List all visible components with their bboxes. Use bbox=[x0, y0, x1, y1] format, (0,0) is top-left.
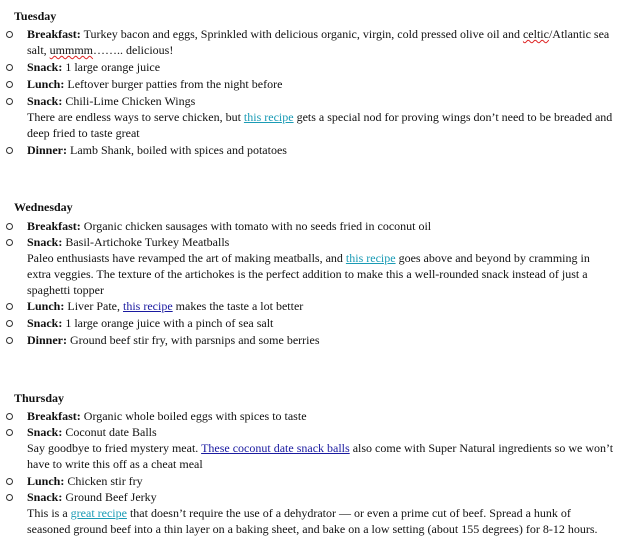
list-item-tuesday-dinner bbox=[6, 142, 616, 158]
list-item-thursday-snack-2 bbox=[6, 489, 616, 537]
meal-label: Snack: bbox=[27, 490, 63, 504]
list-item-tuesday-snack bbox=[6, 59, 616, 75]
hollow-bullet-icon bbox=[6, 494, 13, 501]
recipe-link[interactable]: this recipe bbox=[345, 251, 396, 265]
meal-label: Lunch: bbox=[27, 474, 65, 488]
item-text bbox=[27, 59, 616, 75]
recipe-link[interactable]: this recipe bbox=[123, 299, 173, 313]
meal-text: Chicken stir fry bbox=[64, 474, 143, 488]
meal-text: Organic whole boiled eggs with spices to taste bbox=[80, 409, 307, 423]
meal-text: Basil-Artichoke Turkey Meatballs bbox=[62, 235, 230, 249]
misspelled-word[interactable]: celtic bbox=[522, 27, 549, 41]
description-text: Paleo enthusiasts have revamped the art of making meatballs, and bbox=[27, 251, 346, 265]
meal-text: 1 large orange juice with a pinch of sea salt bbox=[62, 316, 274, 330]
meal-label: Lunch: bbox=[27, 299, 65, 313]
list-item-thursday-snack bbox=[6, 424, 616, 472]
meal-text: Turkey bacon and eggs, Sprinkled with delicious organic, virgin, cold pressed olive oil and bbox=[80, 27, 523, 41]
hollow-bullet-icon bbox=[6, 81, 13, 88]
meal-label: Snack: bbox=[27, 235, 63, 249]
meal-label: Breakfast: bbox=[27, 27, 81, 41]
meal-text: /Atlantic sea salt, bbox=[27, 27, 610, 57]
meal-text: Coconut date Balls bbox=[62, 425, 157, 439]
item-text bbox=[27, 26, 616, 58]
item-text bbox=[27, 93, 616, 141]
list-item-tuesday-snack-2 bbox=[6, 93, 616, 141]
list-item-tuesday-lunch bbox=[6, 76, 616, 92]
meal-text: Ground beef stir fry, with parsnips and some berries bbox=[67, 333, 320, 347]
list-item-thursday-breakfast bbox=[6, 408, 616, 424]
meal-text: Liver Pate, bbox=[64, 299, 124, 313]
item-text bbox=[27, 315, 616, 331]
meal-text: Ground Beef Jerky bbox=[62, 490, 157, 504]
list-item-thursday-lunch bbox=[6, 473, 616, 489]
item-text bbox=[27, 424, 616, 472]
item-text bbox=[27, 76, 616, 92]
hollow-bullet-icon bbox=[6, 31, 13, 38]
description-text: There are endless ways to serve chicken, but bbox=[27, 110, 244, 124]
item-text bbox=[27, 298, 616, 314]
recipe-link[interactable]: great recipe bbox=[70, 506, 127, 520]
item-text bbox=[27, 473, 616, 489]
recipe-description bbox=[27, 505, 616, 537]
recipe-link[interactable]: These coconut date snack balls bbox=[201, 441, 350, 455]
meal-label: Snack: bbox=[27, 60, 63, 74]
description-text: goes above and beyond by cramming in extra veggies. The texture of the artichokes is the perfect addition to make this a well-rounded snack instead of just a spaghetti topper bbox=[27, 251, 590, 297]
list-item-tuesday-breakfast bbox=[6, 26, 616, 58]
meal-text: …….. delicious! bbox=[93, 43, 174, 57]
description-text: This is a bbox=[27, 506, 71, 520]
meal-label: Breakfast: bbox=[27, 409, 81, 423]
meal-text: Lamb Shank, boiled with spices and potatoes bbox=[67, 143, 287, 157]
item-text bbox=[27, 218, 616, 234]
meal-text: Leftover burger patties from the night before bbox=[64, 77, 283, 91]
hollow-bullet-icon bbox=[6, 98, 13, 105]
hollow-bullet-icon bbox=[6, 337, 13, 344]
description-text: gets a special nod for proving wings don’t need to be breaded and deep fried to taste great bbox=[27, 110, 613, 140]
item-text bbox=[27, 142, 616, 158]
list-item-wednesday-snack bbox=[6, 234, 616, 298]
meal-label: Snack: bbox=[27, 94, 63, 108]
meal-label: Snack: bbox=[27, 316, 63, 330]
hollow-bullet-icon bbox=[6, 147, 13, 154]
meal-label: Breakfast: bbox=[27, 219, 81, 233]
description-text: Say goodbye to fried mystery meat. bbox=[27, 441, 202, 455]
day-heading-tuesday: Tuesday bbox=[14, 9, 57, 23]
meal-label: Lunch: bbox=[27, 77, 65, 91]
meal-text: Organic chicken sausages with tomato with no seeds fried in coconut oil bbox=[80, 219, 432, 233]
meal-text: 1 large orange juice bbox=[62, 60, 161, 74]
meal-label: Dinner: bbox=[27, 333, 67, 347]
hollow-bullet-icon bbox=[6, 429, 13, 436]
meal-text: makes the taste a lot better bbox=[172, 299, 304, 313]
meal-label: Dinner: bbox=[27, 143, 67, 157]
hollow-bullet-icon bbox=[6, 413, 13, 420]
meal-text: Chili-Lime Chicken Wings bbox=[62, 94, 196, 108]
item-text bbox=[27, 234, 616, 298]
list-item-wednesday-lunch bbox=[6, 298, 616, 314]
recipe-description bbox=[27, 440, 616, 472]
item-text bbox=[27, 408, 616, 424]
list-item-wednesday-dinner bbox=[6, 332, 616, 348]
hollow-bullet-icon bbox=[6, 320, 13, 327]
misspelled-word[interactable]: ummmm bbox=[49, 43, 94, 57]
hollow-bullet-icon bbox=[6, 303, 13, 310]
day-heading-thursday: Thursday bbox=[14, 391, 65, 405]
item-text bbox=[27, 332, 616, 348]
list-item-wednesday-breakfast bbox=[6, 218, 616, 234]
recipe-link[interactable]: this recipe bbox=[243, 110, 294, 124]
description-text: that doesn’t require the use of a dehydrator — or even a prime cut of beef. Spread a hunk of seasoned ground beef into a thin layer on a baking sheet, and bake on a low setting (about 155 degrees) for 8-12 hours. bbox=[27, 506, 598, 536]
hollow-bullet-icon bbox=[6, 223, 13, 230]
day-heading-wednesday: Wednesday bbox=[14, 200, 73, 214]
hollow-bullet-icon bbox=[6, 64, 13, 71]
description-text: also come with Super Natural ingredients so we won’t have to write this off as a cheat meal bbox=[27, 441, 614, 471]
recipe-description bbox=[27, 250, 616, 298]
list-item-wednesday-snack-2 bbox=[6, 315, 616, 331]
recipe-description bbox=[27, 109, 616, 141]
hollow-bullet-icon bbox=[6, 478, 13, 485]
item-text bbox=[27, 489, 616, 537]
meal-label: Snack: bbox=[27, 425, 63, 439]
hollow-bullet-icon bbox=[6, 239, 13, 246]
